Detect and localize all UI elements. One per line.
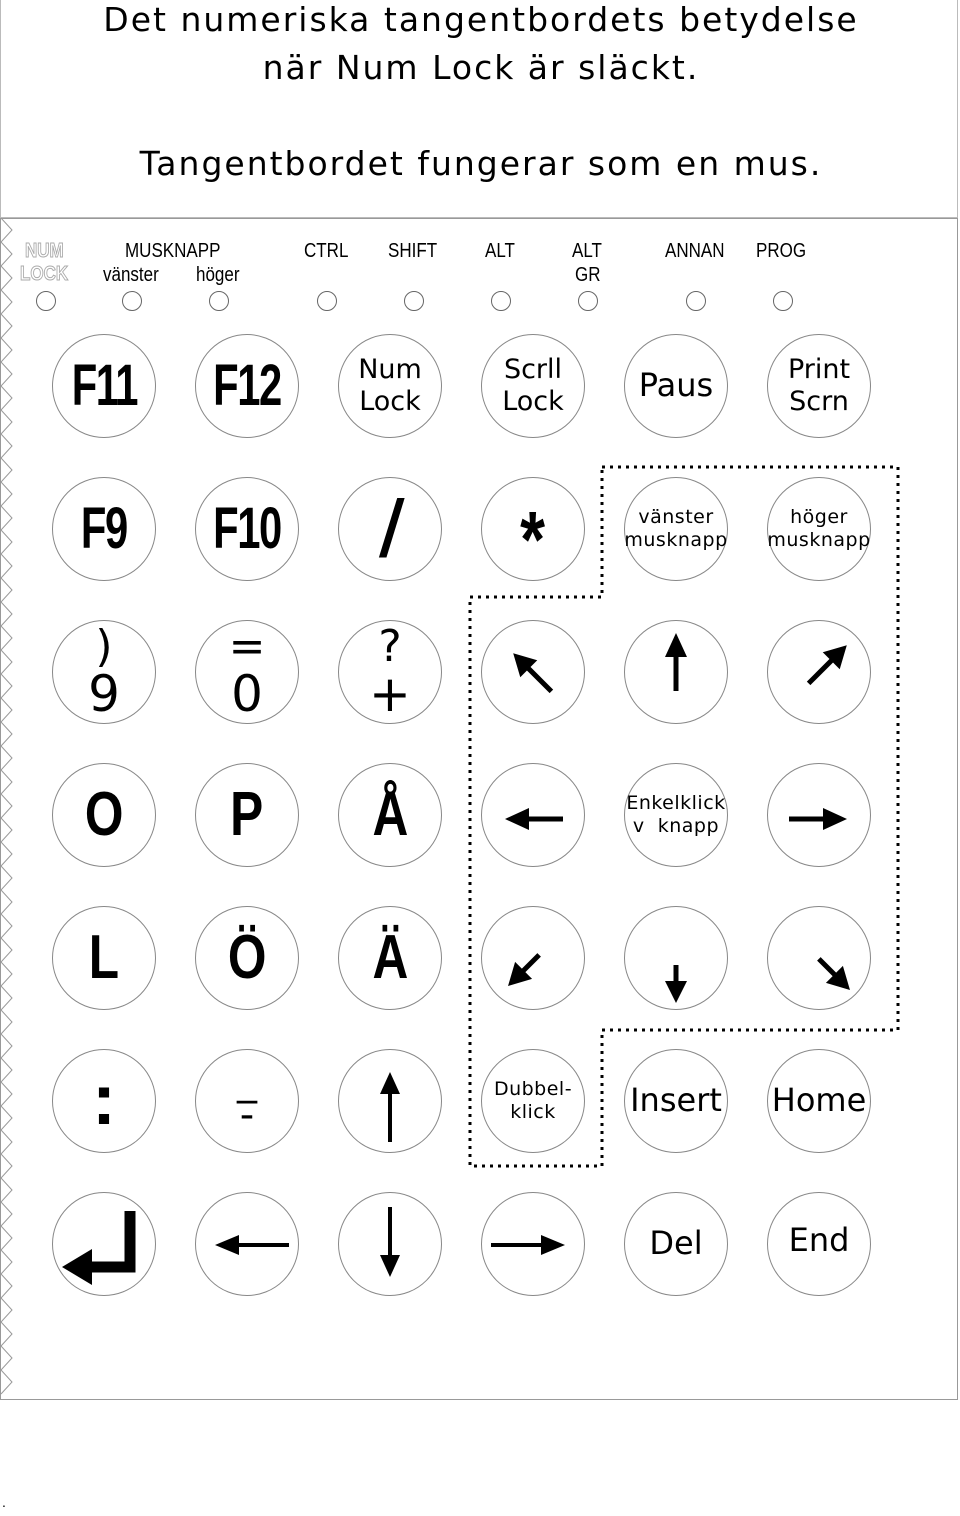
arrow-left-icon bbox=[195, 1193, 299, 1295]
key-scroll-lock-label-2: Lock bbox=[502, 386, 564, 417]
key-minus[interactable] bbox=[195, 1049, 299, 1153]
key-end[interactable] bbox=[767, 1192, 871, 1296]
key-0-label: 0 bbox=[231, 665, 263, 723]
indicator-label-vanster: vänster bbox=[103, 264, 159, 286]
key-arrow-up-right[interactable] bbox=[767, 620, 871, 724]
key-scroll-lock-label-1: Scrll bbox=[503, 353, 563, 385]
key-double-click[interactable] bbox=[481, 1049, 585, 1153]
footer-mark: . bbox=[2, 1494, 6, 1510]
key-9[interactable] bbox=[52, 620, 156, 724]
arrow-up-icon bbox=[624, 621, 728, 723]
indicator-label-prog: PROG bbox=[756, 240, 807, 262]
key-left-mouse-label-1: vänster bbox=[638, 506, 714, 529]
key-l-label: L bbox=[88, 923, 120, 993]
key-right-mouse-label-1: höger bbox=[790, 506, 848, 529]
shift-indicator bbox=[404, 291, 424, 311]
key-end-label: End bbox=[788, 1221, 850, 1260]
heading-box bbox=[0, 0, 958, 218]
key-double-click-label-1: Dubbel- bbox=[493, 1078, 573, 1101]
key-del-label: Del bbox=[649, 1224, 703, 1263]
key-plus[interactable] bbox=[338, 620, 442, 724]
key-num-lock[interactable] bbox=[338, 334, 442, 438]
key-colon[interactable] bbox=[52, 1049, 156, 1153]
key-del[interactable] bbox=[624, 1192, 728, 1296]
key-asterisk-label: * bbox=[520, 495, 546, 584]
key-paus[interactable] bbox=[624, 334, 728, 438]
key-arrow-down-2[interactable] bbox=[338, 1192, 442, 1296]
key-right-mouse-button[interactable] bbox=[767, 477, 871, 581]
key-right-mouse-label-2: musknapp bbox=[767, 529, 871, 551]
key-arrow-right[interactable] bbox=[767, 763, 871, 867]
key-slash-label: / bbox=[381, 484, 399, 573]
annan-indicator bbox=[686, 291, 706, 311]
key-p[interactable] bbox=[195, 763, 299, 867]
key-print-scrn-label-1: Print bbox=[787, 353, 851, 385]
arrow-right-icon bbox=[481, 1193, 585, 1295]
key-left-mouse-button[interactable] bbox=[624, 477, 728, 581]
ctrl-indicator bbox=[317, 291, 337, 311]
key-0-shift-label: = bbox=[228, 621, 266, 672]
key-p-label: P bbox=[230, 780, 264, 850]
key-f10[interactable] bbox=[195, 477, 299, 581]
key-arrow-up-left[interactable] bbox=[481, 620, 585, 724]
key-colon-label: : bbox=[92, 1060, 116, 1141]
key-minus-shift-label: _ bbox=[237, 1058, 257, 1104]
right-mouse-indicator bbox=[209, 291, 229, 311]
key-9-shift-label: ) bbox=[95, 621, 113, 672]
key-arrow-right-2[interactable] bbox=[481, 1192, 585, 1296]
key-9-label: 9 bbox=[88, 665, 120, 723]
indicator-label-musknapp: MUSKNAPP bbox=[125, 240, 221, 262]
key-f10-label: F10 bbox=[213, 495, 281, 561]
key-num-lock-label-1: Num bbox=[358, 353, 422, 385]
key-o-diaeresis[interactable] bbox=[195, 906, 299, 1010]
key-f12[interactable] bbox=[195, 334, 299, 438]
key-arrow-left-2[interactable] bbox=[195, 1192, 299, 1296]
numlock-indicator bbox=[36, 291, 56, 311]
key-plus-label: + bbox=[369, 665, 411, 723]
key-slash[interactable] bbox=[338, 477, 442, 581]
key-single-click-label-1: Enkelklick bbox=[626, 792, 726, 815]
alt-indicator bbox=[491, 291, 511, 311]
heading-line-2: när Num Lock är släckt. bbox=[262, 48, 700, 87]
indicator-label-lock: LOCK bbox=[20, 263, 69, 285]
key-a-diaeresis-label: Ä bbox=[372, 923, 408, 993]
heading-line-1: Det numeriska tangentbordets betydelse bbox=[103, 0, 859, 39]
key-o-diaeresis-label: Ö bbox=[227, 923, 267, 993]
indicator-label-num: NUM bbox=[25, 240, 64, 262]
key-minus-label: - bbox=[239, 1092, 255, 1138]
key-f12-label: F12 bbox=[213, 352, 281, 418]
key-f9-label: F9 bbox=[81, 495, 127, 561]
key-arrow-down-left[interactable] bbox=[481, 906, 585, 1010]
arrow-down-icon bbox=[624, 907, 728, 1009]
indicator-label-hoger: höger bbox=[196, 264, 240, 286]
key-shift-arrow[interactable] bbox=[338, 1049, 442, 1153]
key-asterisk[interactable] bbox=[481, 477, 585, 584]
indicator-label-alt-gr-1: ALT bbox=[572, 240, 602, 262]
key-num-lock-label-2: Lock bbox=[359, 386, 421, 417]
key-enter[interactable] bbox=[52, 1192, 156, 1296]
prog-indicator bbox=[773, 291, 793, 311]
key-o-label: O bbox=[84, 780, 124, 850]
key-arrow-up[interactable] bbox=[624, 620, 728, 724]
key-scroll-lock[interactable] bbox=[481, 334, 585, 438]
indicator-label-annan: ANNAN bbox=[665, 240, 725, 262]
key-double-click-label-2: klick bbox=[510, 1101, 556, 1123]
key-l[interactable] bbox=[52, 906, 156, 1010]
key-0[interactable] bbox=[195, 620, 299, 724]
key-single-click[interactable] bbox=[624, 763, 728, 867]
key-print-scrn[interactable] bbox=[767, 334, 871, 438]
key-insert[interactable] bbox=[624, 1049, 728, 1153]
enter-icon bbox=[52, 1193, 156, 1295]
arrow-left-icon bbox=[481, 764, 585, 866]
key-a-ring-label: Å bbox=[372, 780, 408, 850]
alt-gr-indicator bbox=[578, 291, 598, 311]
key-paus-label: Paus bbox=[638, 366, 714, 405]
arrow-right-icon bbox=[767, 764, 871, 866]
key-print-scrn-label-2: Scrn bbox=[789, 386, 849, 417]
arrow-down-icon bbox=[338, 1193, 442, 1295]
key-arrow-down-right[interactable] bbox=[767, 906, 871, 1010]
key-arrow-down[interactable] bbox=[624, 906, 728, 1010]
key-single-click-label-2: v knapp bbox=[632, 815, 720, 837]
arrow-up-right-icon bbox=[767, 621, 871, 723]
key-left-mouse-label-2: musknapp bbox=[624, 529, 728, 551]
indicator-label-shift: SHIFT bbox=[388, 240, 438, 262]
heading-line-3: Tangentbordet fungerar som en mus. bbox=[139, 144, 823, 183]
arrow-up-left-icon bbox=[481, 621, 585, 723]
key-f11[interactable] bbox=[52, 334, 156, 438]
indicator-label-alt: ALT bbox=[485, 240, 515, 262]
key-f11-label: F11 bbox=[71, 352, 137, 418]
indicator-label-alt-gr-2: GR bbox=[575, 264, 601, 286]
arrow-down-left-icon bbox=[481, 907, 585, 1009]
key-o[interactable] bbox=[52, 763, 156, 867]
key-f9[interactable] bbox=[52, 477, 156, 581]
key-insert-label: Insert bbox=[630, 1081, 722, 1120]
key-a-ring[interactable] bbox=[338, 763, 442, 867]
left-mouse-indicator bbox=[122, 291, 142, 311]
key-plus-shift-label: ? bbox=[378, 621, 402, 672]
indicator-label-ctrl: CTRL bbox=[304, 240, 349, 262]
shift-arrow-up-icon bbox=[338, 1050, 442, 1152]
zigzag-edge bbox=[0, 218, 16, 1400]
key-home[interactable] bbox=[767, 1049, 871, 1153]
arrow-down-right-icon bbox=[767, 907, 871, 1009]
key-arrow-left[interactable] bbox=[481, 763, 585, 867]
key-home-label: Home bbox=[771, 1081, 867, 1120]
key-a-diaeresis[interactable] bbox=[338, 906, 442, 1010]
